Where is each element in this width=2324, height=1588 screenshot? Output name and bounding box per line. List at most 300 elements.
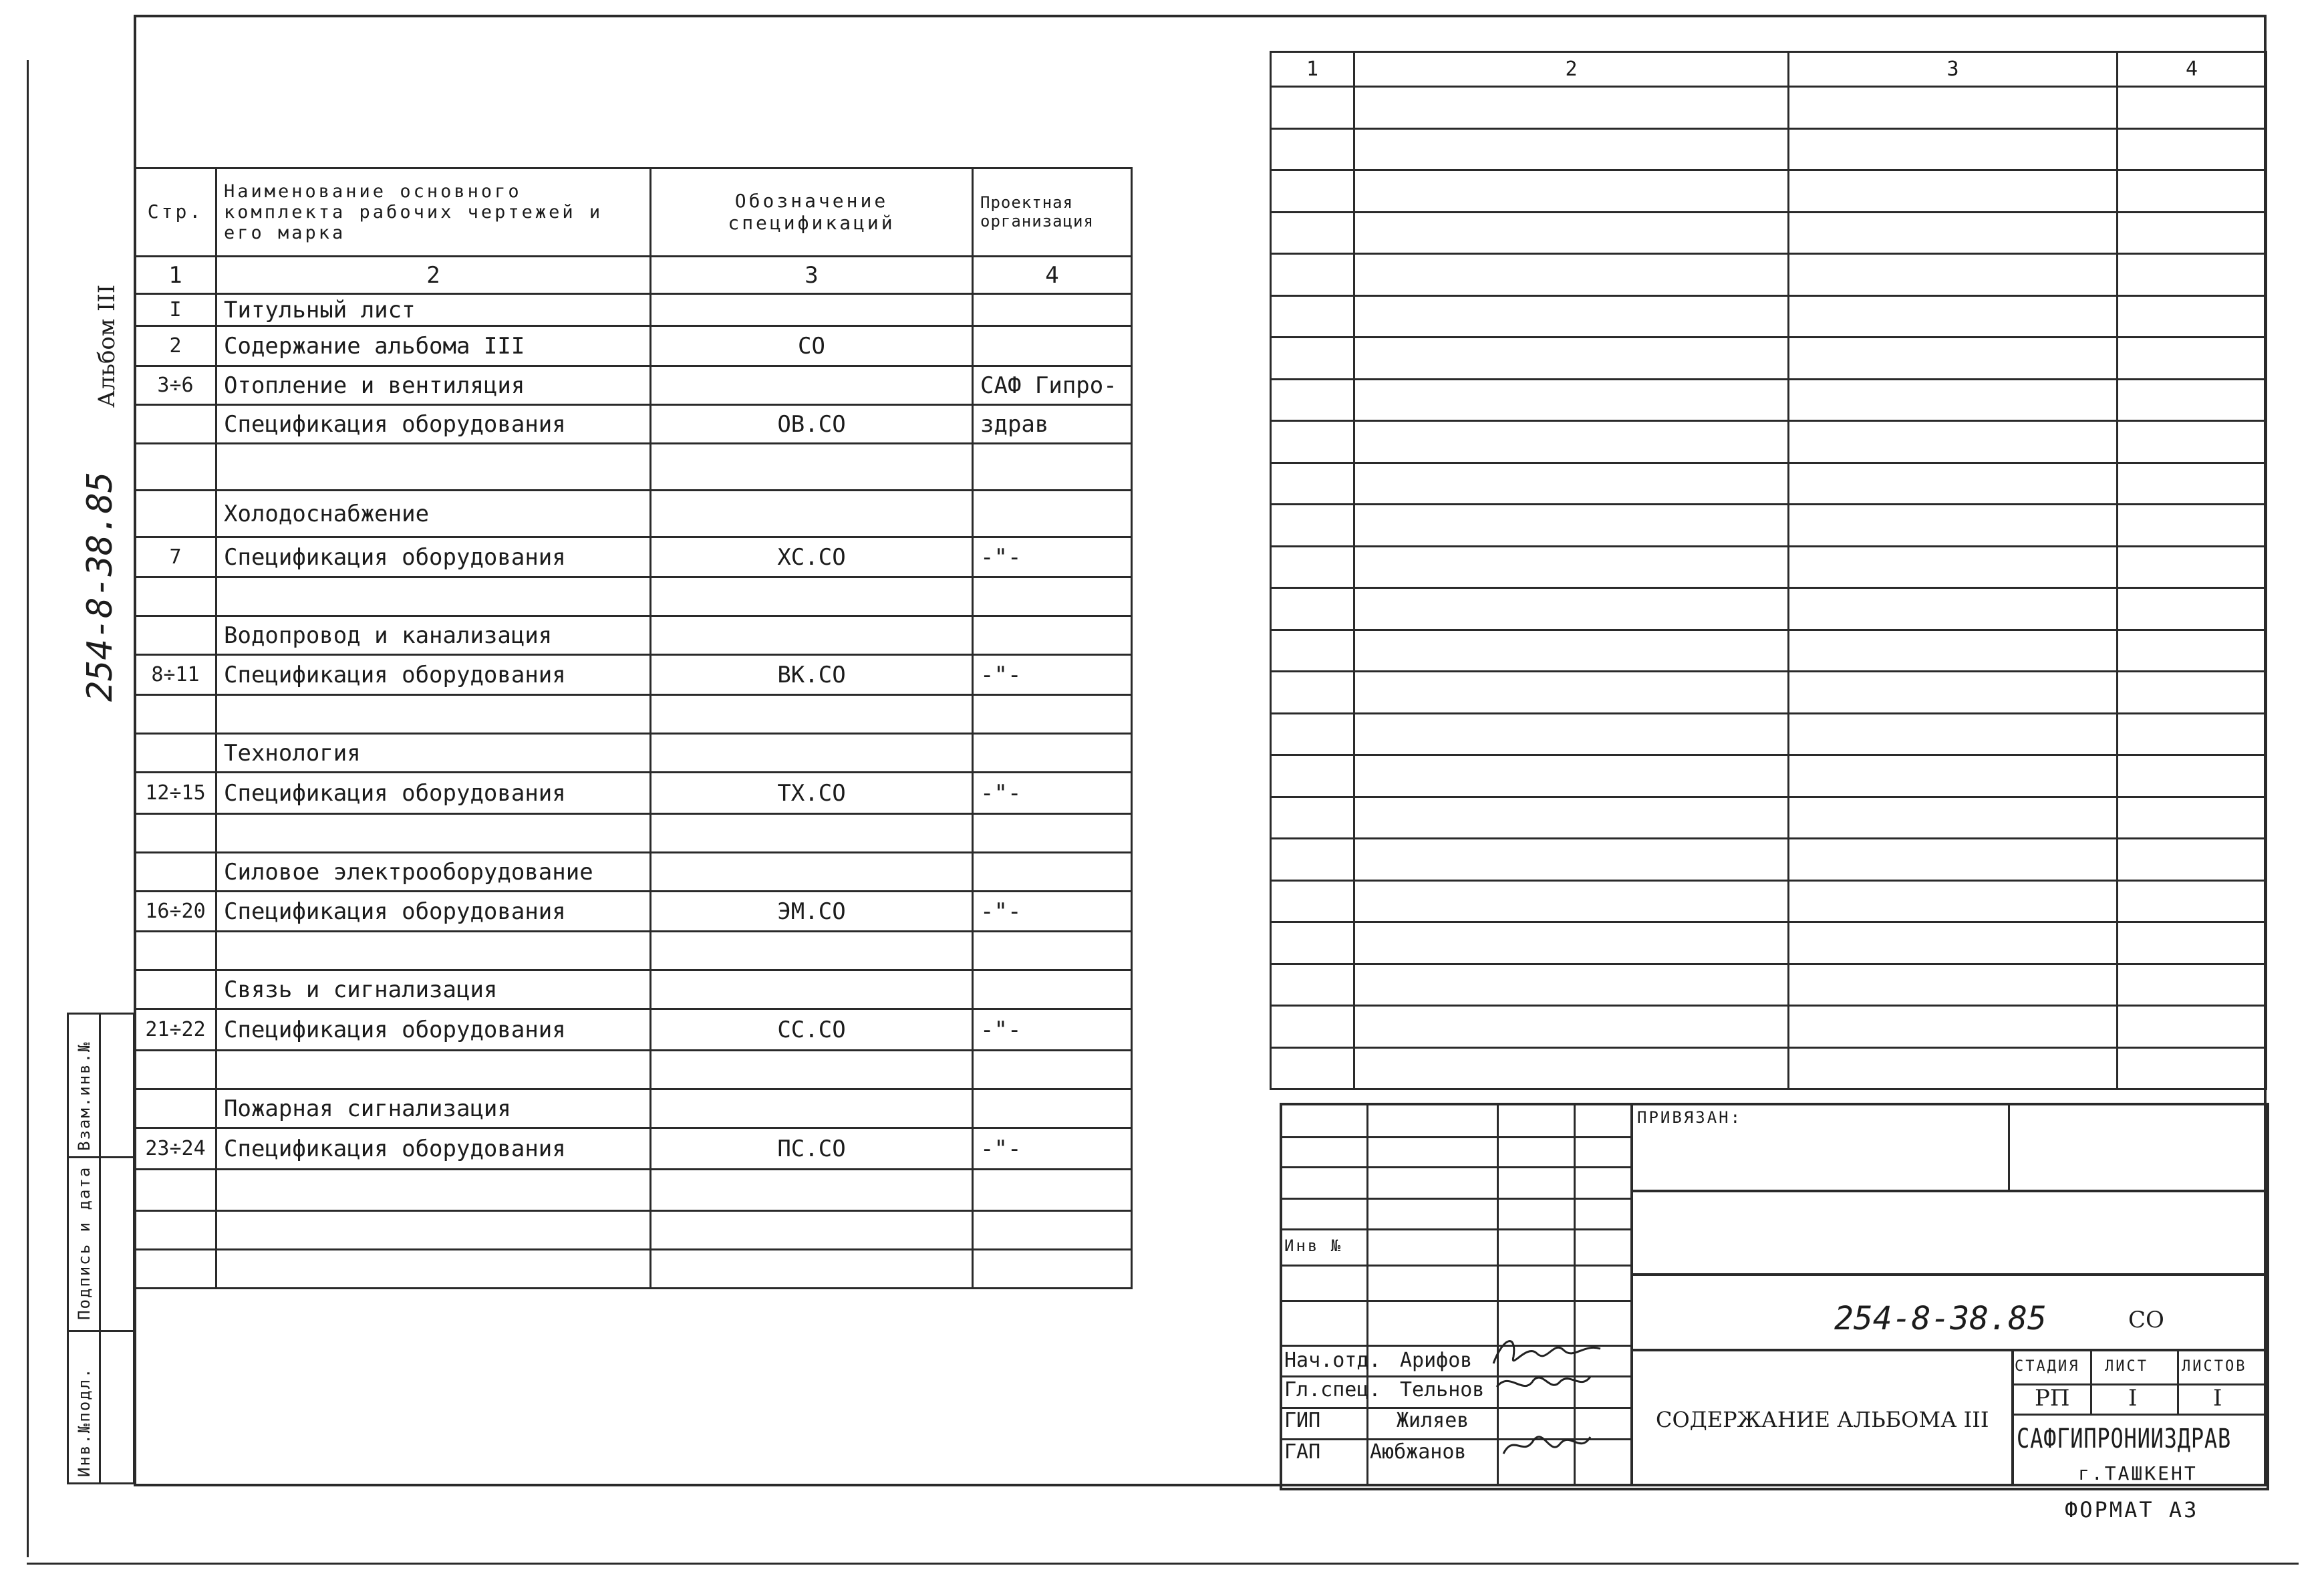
blank-cell bbox=[1271, 505, 1354, 547]
tb-rh3 bbox=[1630, 1349, 2265, 1351]
blank-cell bbox=[2118, 588, 2267, 630]
row-org bbox=[973, 1211, 1132, 1250]
sheet-value: I bbox=[2128, 1385, 2138, 1412]
blank-cell bbox=[1789, 254, 2118, 296]
blank-cell bbox=[2118, 1047, 2267, 1089]
blank-cell bbox=[1789, 755, 2118, 797]
blank-cell bbox=[1271, 672, 1354, 714]
blank-cell bbox=[1271, 755, 1354, 797]
row-org bbox=[973, 326, 1132, 366]
blank-cell bbox=[2118, 672, 2267, 714]
contents-body bbox=[135, 294, 1132, 1289]
blank-cell bbox=[1789, 1006, 2118, 1048]
blank-cell bbox=[1354, 755, 1789, 797]
blank-cell bbox=[1354, 713, 1789, 755]
sig-name-4: Аюбжанов bbox=[1370, 1440, 1467, 1464]
table-row bbox=[135, 405, 1132, 444]
blank-cell bbox=[1354, 588, 1789, 630]
row-code: ТХ.СО bbox=[651, 773, 973, 814]
tb-rh2 bbox=[1630, 1273, 2265, 1276]
row-code: ПС.СО bbox=[651, 1128, 973, 1170]
blank-cell bbox=[1789, 713, 2118, 755]
table-row bbox=[135, 294, 1132, 326]
format-label: ФОРМАТ А3 bbox=[2065, 1497, 2199, 1523]
sig-role-4: ГАП bbox=[1284, 1440, 1321, 1464]
row-code bbox=[651, 1250, 973, 1289]
blank-cell bbox=[1354, 295, 1789, 338]
row-page: 12÷15 bbox=[135, 773, 216, 814]
row-org bbox=[973, 616, 1132, 655]
blank-cell bbox=[1271, 462, 1354, 505]
row-org bbox=[973, 853, 1132, 892]
side-stamp-row-2 bbox=[67, 1330, 134, 1332]
blank-cell bbox=[1354, 630, 1789, 672]
row-name bbox=[216, 1250, 651, 1289]
row-code bbox=[651, 695, 973, 734]
blank-cell bbox=[2118, 338, 2267, 380]
table-row bbox=[135, 773, 1132, 814]
row-page: 3÷6 bbox=[135, 366, 216, 405]
blank-cell bbox=[1354, 1047, 1789, 1089]
sig-name-1: Арифов bbox=[1400, 1349, 1473, 1372]
tb-h6 bbox=[1280, 1300, 1632, 1302]
blank-colnum-2: 2 bbox=[1354, 52, 1789, 87]
row-name: Пожарная сигнализация bbox=[216, 1089, 651, 1128]
row-code: ВК.СО bbox=[651, 655, 973, 695]
colnum-3: 3 bbox=[651, 257, 973, 294]
row-org: здрав bbox=[973, 405, 1132, 444]
blank-cell bbox=[1789, 630, 2118, 672]
sig-name-3: Жиляев bbox=[1397, 1409, 1469, 1432]
row-name: Спецификация оборудования bbox=[216, 1128, 651, 1170]
blank-cell bbox=[2118, 797, 2267, 839]
blank-cell bbox=[1789, 212, 2118, 254]
organization-city: г.ТАШКЕНТ bbox=[2078, 1462, 2198, 1484]
row-page bbox=[135, 853, 216, 892]
blank-cell bbox=[1271, 421, 1354, 463]
blank-cell bbox=[1789, 880, 2118, 922]
row-org bbox=[973, 491, 1132, 537]
contents-table bbox=[134, 167, 1133, 1289]
blank-cell bbox=[1271, 338, 1354, 380]
blank-cell bbox=[1354, 839, 1789, 881]
row-org: -"- bbox=[973, 1009, 1132, 1051]
tb-stage-v2 bbox=[2177, 1349, 2179, 1414]
blank-cell bbox=[1271, 630, 1354, 672]
blank-colnum-4: 4 bbox=[2118, 52, 2267, 87]
blank-cell bbox=[1271, 713, 1354, 755]
row-page bbox=[135, 695, 216, 734]
blank-cell bbox=[1354, 128, 1789, 170]
blank-cell bbox=[1354, 797, 1789, 839]
blank-cell bbox=[2118, 1006, 2267, 1048]
row-name: Спецификация оборудования bbox=[216, 892, 651, 932]
table-row bbox=[135, 1211, 1132, 1250]
row-page bbox=[135, 577, 216, 616]
tb-rh1 bbox=[1630, 1190, 2265, 1192]
table-row bbox=[135, 892, 1132, 932]
row-org bbox=[973, 577, 1132, 616]
tb-v2 bbox=[1497, 1103, 1499, 1485]
stamp-vzam-inv: Взам.инв.№ bbox=[75, 1041, 94, 1151]
row-name: Связь и сигнализация bbox=[216, 970, 651, 1009]
row-name: Отопление и вентиляция bbox=[216, 366, 651, 405]
blank-row bbox=[1271, 630, 2267, 672]
blank-cell bbox=[2118, 254, 2267, 296]
blank-row bbox=[1271, 421, 2267, 463]
side-stamp-row-1 bbox=[67, 1156, 134, 1158]
blank-row bbox=[1271, 1006, 2267, 1048]
blank-cell bbox=[1789, 128, 2118, 170]
blank-cell bbox=[1271, 797, 1354, 839]
blank-row bbox=[1271, 839, 2267, 881]
row-page bbox=[135, 1051, 216, 1089]
frame-top bbox=[134, 15, 2265, 17]
blank-row bbox=[1271, 922, 2267, 964]
table-row bbox=[135, 444, 1132, 491]
row-code bbox=[651, 734, 973, 773]
blank-cell bbox=[1789, 1047, 2118, 1089]
blank-cell bbox=[1354, 254, 1789, 296]
row-org bbox=[973, 1170, 1132, 1211]
table-row bbox=[135, 695, 1132, 734]
row-page bbox=[135, 616, 216, 655]
sig-name-2: Тельнов bbox=[1400, 1378, 1485, 1402]
row-page bbox=[135, 1250, 216, 1289]
blank-cell bbox=[1354, 421, 1789, 463]
row-page bbox=[135, 1170, 216, 1211]
table-row bbox=[135, 1089, 1132, 1128]
table-row bbox=[135, 1128, 1132, 1170]
table-row bbox=[135, 814, 1132, 853]
blank-cell bbox=[1789, 546, 2118, 588]
row-code bbox=[651, 616, 973, 655]
tb-v4 bbox=[1630, 1103, 1633, 1485]
blank-row bbox=[1271, 379, 2267, 421]
tb-h3 bbox=[1280, 1198, 1632, 1200]
blank-cell bbox=[1789, 588, 2118, 630]
organization-name: САФГИПРОНИИЗДРАВ bbox=[2017, 1424, 2232, 1454]
stamp-inv-podl: Инв.№подл. bbox=[75, 1367, 94, 1477]
row-code: ХС.СО bbox=[651, 537, 973, 577]
row-name: Силовое электрооборудование bbox=[216, 853, 651, 892]
colnum-2: 2 bbox=[216, 257, 651, 294]
row-name: Водопровод и канализация bbox=[216, 616, 651, 655]
row-name bbox=[216, 814, 651, 853]
table-row bbox=[135, 1009, 1132, 1051]
blank-row bbox=[1271, 462, 2267, 505]
row-page: 21÷22 bbox=[135, 1009, 216, 1051]
tb-stage-v1 bbox=[2090, 1349, 2092, 1414]
sig-role-2: Гл.спец. bbox=[1284, 1378, 1381, 1402]
row-name: Спецификация оборудования bbox=[216, 655, 651, 695]
blank-cell bbox=[1271, 546, 1354, 588]
blank-cell bbox=[2118, 212, 2267, 254]
tb-h5 bbox=[1280, 1265, 1632, 1267]
row-code: ЭМ.СО bbox=[651, 892, 973, 932]
blank-cell bbox=[1354, 379, 1789, 421]
blank-cell bbox=[2118, 839, 2267, 881]
blank-row bbox=[1271, 338, 2267, 380]
row-code bbox=[651, 814, 973, 853]
sig-role-3: ГИП bbox=[1284, 1409, 1321, 1432]
blank-cell bbox=[1789, 964, 2118, 1006]
row-code bbox=[651, 932, 973, 970]
blank-cell bbox=[1271, 1006, 1354, 1048]
blank-cell bbox=[1789, 421, 2118, 463]
blank-cell bbox=[2118, 546, 2267, 588]
blank-cell bbox=[1271, 1047, 1354, 1089]
tb-h4 bbox=[1280, 1228, 1632, 1230]
blank-cell bbox=[1271, 128, 1354, 170]
blank-colnum-3: 3 bbox=[1789, 52, 2118, 87]
table-row bbox=[135, 853, 1132, 892]
blank-cell bbox=[2118, 421, 2267, 463]
signature-scribble-3 bbox=[1500, 1424, 1594, 1464]
side-stamp-divider bbox=[99, 1013, 101, 1482]
blank-cell bbox=[2118, 505, 2267, 547]
blank-cell bbox=[1271, 212, 1354, 254]
sheets-label: ЛИСТОВ bbox=[2182, 1358, 2247, 1375]
row-code: ОВ.СО bbox=[651, 405, 973, 444]
blank-cell bbox=[2118, 964, 2267, 1006]
row-page bbox=[135, 734, 216, 773]
row-name: Спецификация оборудования bbox=[216, 1009, 651, 1051]
row-org: САФ Гипро- bbox=[973, 366, 1132, 405]
table-row bbox=[135, 734, 1132, 773]
album-label: Альбом III bbox=[94, 284, 120, 408]
tb-v1 bbox=[1366, 1103, 1368, 1485]
table-row bbox=[135, 537, 1132, 577]
row-page bbox=[135, 405, 216, 444]
blank-cell bbox=[1354, 546, 1789, 588]
row-page: 8÷11 bbox=[135, 655, 216, 695]
signature-scribble-2 bbox=[1493, 1367, 1594, 1400]
title-doc-suffix: СО bbox=[2128, 1307, 2164, 1333]
row-code bbox=[651, 491, 973, 537]
blank-cell bbox=[1271, 254, 1354, 296]
row-org bbox=[973, 734, 1132, 773]
row-name: Спецификация оборудования bbox=[216, 405, 651, 444]
blank-cell bbox=[1354, 964, 1789, 1006]
side-doc-code: 254-8-38.85 bbox=[80, 471, 120, 702]
blank-cell bbox=[1789, 505, 2118, 547]
blank-cell bbox=[2118, 87, 2267, 129]
blank-row bbox=[1271, 964, 2267, 1006]
row-name bbox=[216, 695, 651, 734]
page-edge-left bbox=[27, 60, 29, 1557]
blank-colnum-1: 1 bbox=[1271, 52, 1354, 87]
blank-cell bbox=[1354, 922, 1789, 964]
header-page: Стр. bbox=[135, 168, 216, 257]
table-row bbox=[135, 655, 1132, 695]
row-org: -"- bbox=[973, 1128, 1132, 1170]
row-name: Содержание альбома III bbox=[216, 326, 651, 366]
blank-cell bbox=[1789, 797, 2118, 839]
blank-cell bbox=[1789, 672, 2118, 714]
blank-row bbox=[1271, 1047, 2267, 1089]
blank-cell bbox=[1789, 462, 2118, 505]
colnum-1: 1 bbox=[135, 257, 216, 294]
blank-cell bbox=[1271, 588, 1354, 630]
row-code bbox=[651, 366, 973, 405]
row-code bbox=[651, 577, 973, 616]
row-org: -"- bbox=[973, 773, 1132, 814]
blank-cell bbox=[1354, 672, 1789, 714]
blank-cell bbox=[1354, 212, 1789, 254]
row-name: Спецификация оборудования bbox=[216, 773, 651, 814]
row-page: 2 bbox=[135, 326, 216, 366]
row-name bbox=[216, 1170, 651, 1211]
blank-row bbox=[1271, 588, 2267, 630]
tb-h1 bbox=[1280, 1136, 1632, 1138]
row-page bbox=[135, 814, 216, 853]
row-page: 7 bbox=[135, 537, 216, 577]
header-name: Наименование основного комплекта рабочих чертежей и его марка bbox=[216, 168, 651, 257]
table-row bbox=[135, 1250, 1132, 1289]
blank-cell bbox=[1789, 87, 2118, 129]
blank-cell bbox=[2118, 128, 2267, 170]
blank-row bbox=[1271, 797, 2267, 839]
header-org: Проектная организация bbox=[973, 168, 1132, 257]
colnum-4: 4 bbox=[973, 257, 1132, 294]
blank-cell bbox=[2118, 295, 2267, 338]
tb-stage-h2 bbox=[2011, 1414, 2265, 1416]
row-org: -"- bbox=[973, 655, 1132, 695]
row-code bbox=[651, 294, 973, 326]
row-org: -"- bbox=[973, 892, 1132, 932]
blank-row bbox=[1271, 254, 2267, 296]
row-name: Технология bbox=[216, 734, 651, 773]
row-org bbox=[973, 695, 1132, 734]
row-page: 16÷20 bbox=[135, 892, 216, 932]
row-code bbox=[651, 970, 973, 1009]
title-doc-code: 254-8-38.85 bbox=[1834, 1300, 2047, 1337]
blank-cell bbox=[1354, 170, 1789, 213]
blank-cell bbox=[1789, 170, 2118, 213]
row-code bbox=[651, 1211, 973, 1250]
row-page: 23÷24 bbox=[135, 1128, 216, 1170]
blank-row bbox=[1271, 295, 2267, 338]
row-org bbox=[973, 970, 1132, 1009]
row-org bbox=[973, 1089, 1132, 1128]
blank-cell bbox=[1271, 379, 1354, 421]
blank-row bbox=[1271, 546, 2267, 588]
sheet-label: ЛИСТ bbox=[2105, 1358, 2148, 1375]
row-name: Холодоснабжение bbox=[216, 491, 651, 537]
blank-cell bbox=[1271, 170, 1354, 213]
blank-row bbox=[1271, 713, 2267, 755]
blank-cell bbox=[1271, 922, 1354, 964]
blank-row bbox=[1271, 755, 2267, 797]
row-page bbox=[135, 970, 216, 1009]
sheet-title: СОДЕРЖАНИЕ АЛЬБОМА III bbox=[1656, 1407, 1989, 1432]
table-row bbox=[135, 616, 1132, 655]
row-code: СО bbox=[651, 326, 973, 366]
blank-cell bbox=[2118, 462, 2267, 505]
inv-label: Инв № bbox=[1284, 1236, 1343, 1255]
row-name bbox=[216, 444, 651, 491]
table-row bbox=[135, 326, 1132, 366]
row-code bbox=[651, 1170, 973, 1211]
row-org bbox=[973, 444, 1132, 491]
row-name: Спецификация оборудования bbox=[216, 537, 651, 577]
row-org bbox=[973, 1250, 1132, 1289]
row-page bbox=[135, 932, 216, 970]
blank-cell bbox=[2118, 922, 2267, 964]
blank-body bbox=[1271, 87, 2267, 1089]
header-code: Обозначение спецификаций bbox=[651, 168, 973, 257]
row-org: -"- bbox=[973, 537, 1132, 577]
blank-cell bbox=[1789, 379, 2118, 421]
blank-cell bbox=[1354, 880, 1789, 922]
tb-rv-stage bbox=[2011, 1349, 2014, 1485]
row-page: I bbox=[135, 294, 216, 326]
blank-cell bbox=[1271, 839, 1354, 881]
row-code bbox=[651, 1051, 973, 1089]
blank-row bbox=[1271, 87, 2267, 129]
blank-continuation-table bbox=[1270, 51, 2267, 1090]
blank-cell bbox=[2118, 713, 2267, 755]
table-row bbox=[135, 491, 1132, 537]
blank-cell bbox=[1789, 338, 2118, 380]
blank-row bbox=[1271, 672, 2267, 714]
row-code: СС.СО bbox=[651, 1009, 973, 1051]
sig-role-1: Нач.отд. bbox=[1284, 1349, 1381, 1372]
bound-label: ПРИВЯЗАН: bbox=[1637, 1108, 1743, 1127]
blank-cell bbox=[2118, 880, 2267, 922]
table-row bbox=[135, 970, 1132, 1009]
blank-row bbox=[1271, 170, 2267, 213]
blank-cell bbox=[1271, 295, 1354, 338]
blank-row bbox=[1271, 505, 2267, 547]
row-org bbox=[973, 814, 1132, 853]
blank-cell bbox=[1789, 295, 2118, 338]
row-name bbox=[216, 1211, 651, 1250]
row-name bbox=[216, 932, 651, 970]
blank-cell bbox=[1354, 338, 1789, 380]
sheets-value: I bbox=[2213, 1385, 2222, 1412]
tb-h2 bbox=[1280, 1166, 1632, 1168]
blank-row bbox=[1271, 128, 2267, 170]
blank-cell bbox=[2118, 170, 2267, 213]
row-name bbox=[216, 577, 651, 616]
blank-row bbox=[1271, 212, 2267, 254]
row-page bbox=[135, 1089, 216, 1128]
row-page bbox=[135, 444, 216, 491]
blank-cell bbox=[1354, 505, 1789, 547]
table-row bbox=[135, 366, 1132, 405]
blank-cell bbox=[1354, 462, 1789, 505]
row-code bbox=[651, 853, 973, 892]
blank-cell bbox=[1271, 964, 1354, 1006]
row-page bbox=[135, 1211, 216, 1250]
row-page bbox=[135, 491, 216, 537]
stage-value: РП bbox=[2035, 1385, 2070, 1412]
stamp-signature-date: Подпись и дата bbox=[75, 1166, 94, 1320]
stage-label: СТАДИЯ bbox=[2015, 1358, 2080, 1375]
blank-row bbox=[1271, 880, 2267, 922]
blank-cell bbox=[2118, 630, 2267, 672]
row-code bbox=[651, 444, 973, 491]
tb-rv-bound bbox=[2008, 1103, 2010, 1191]
row-name: Титульный лист bbox=[216, 294, 651, 326]
page-edge-bottom bbox=[27, 1563, 2299, 1565]
row-org bbox=[973, 932, 1132, 970]
row-org bbox=[973, 1051, 1132, 1089]
table-row bbox=[135, 1051, 1132, 1089]
blank-cell bbox=[1789, 839, 2118, 881]
